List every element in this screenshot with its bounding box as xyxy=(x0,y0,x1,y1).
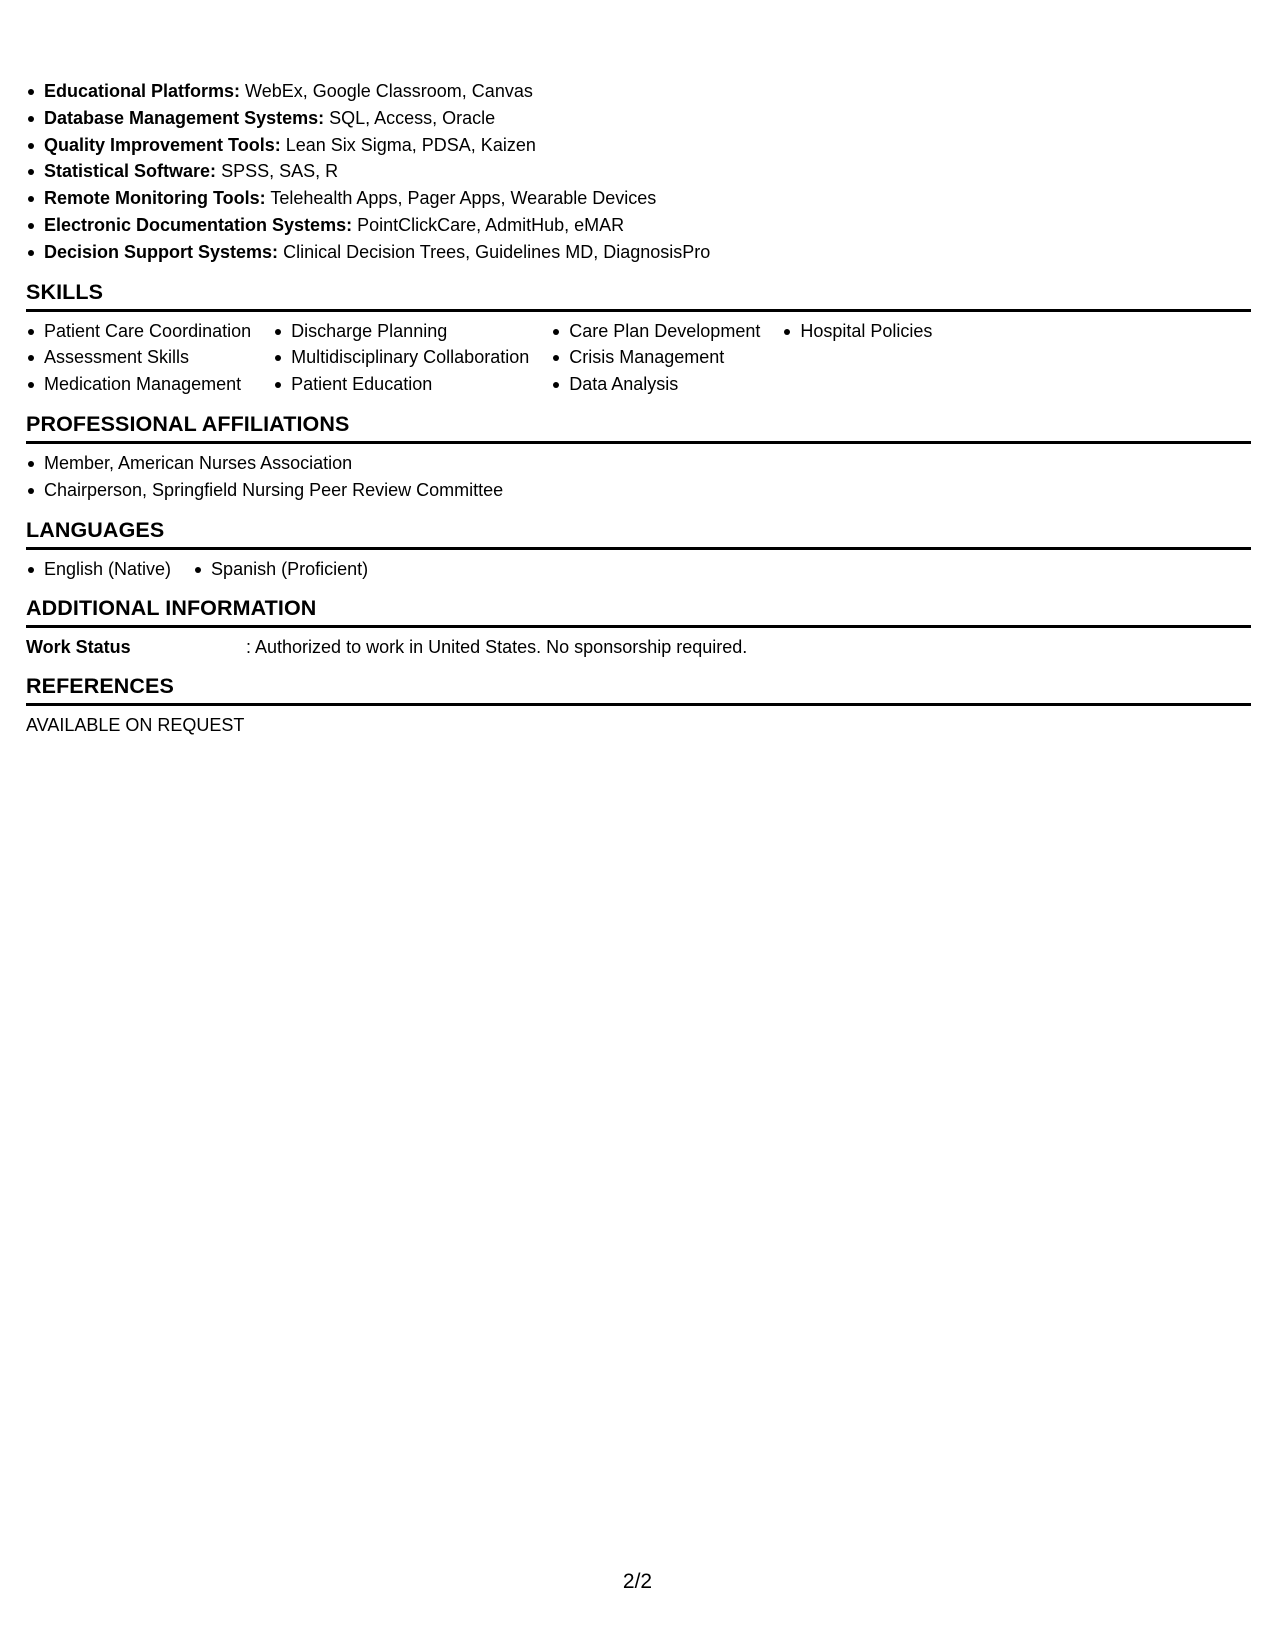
section-heading: PROFESSIONAL AFFILIATIONS xyxy=(26,411,1251,444)
section-heading: ADDITIONAL INFORMATION xyxy=(26,595,1251,628)
skill-item: Patient Care Coordination xyxy=(26,318,251,345)
affiliation-item: Chairperson, Springfield Nursing Peer Review Committee xyxy=(26,477,1251,504)
references-section xyxy=(26,673,1251,738)
skills-column xyxy=(782,318,932,398)
tool-category-value: Lean Six Sigma, PDSA, Kaizen xyxy=(285,134,536,155)
affiliations-list xyxy=(26,450,1251,504)
tool-category-label: Statistical Software: xyxy=(44,161,217,182)
list-item xyxy=(26,239,1251,266)
page-number: 2/2 xyxy=(622,1570,653,1593)
list-item xyxy=(26,212,1251,239)
tool-category-label: Decision Support Systems: xyxy=(44,241,279,262)
tool-category-value: SPSS, SAS, R xyxy=(221,161,339,182)
skills-column xyxy=(26,318,251,398)
skill-item: Multidisciplinary Collaboration xyxy=(273,344,529,371)
skills-column xyxy=(551,318,760,398)
skill-item: Patient Education xyxy=(273,371,529,398)
tool-category-value: Clinical Decision Trees, Guidelines MD, DiagnosisPro xyxy=(283,241,711,262)
language-item: Spanish (Proficient) xyxy=(193,556,368,583)
tools-list xyxy=(26,78,1251,266)
resume-page xyxy=(26,78,1251,738)
references-text: AVAILABLE ON REQUEST xyxy=(26,715,245,736)
work-status-value: : Authorized to work in United States. No sponsorship required. xyxy=(246,637,748,658)
tool-category-label: Educational Platforms: xyxy=(44,81,241,101)
additional-info-section xyxy=(26,595,1251,660)
work-status-row xyxy=(26,634,1251,660)
tool-category-label: Database Management Systems: xyxy=(44,107,325,128)
skills-columns xyxy=(26,318,1251,398)
tool-category-value: SQL, Access, Oracle xyxy=(329,107,496,128)
tool-category-label: Electronic Documentation Systems: xyxy=(44,214,353,235)
section-heading: SKILLS xyxy=(26,279,1251,312)
work-status-label: Work Status xyxy=(26,637,131,658)
section-heading: REFERENCES xyxy=(26,673,1251,706)
section-heading: LANGUAGES xyxy=(26,517,1251,550)
affiliations-section xyxy=(26,411,1251,504)
skills-column xyxy=(273,318,529,398)
tool-category-value: PointClickCare, AdmitHub, eMAR xyxy=(357,214,625,235)
tool-category-value: Telehealth Apps, Pager Apps, Wearable Devices xyxy=(270,188,657,209)
skill-item: Crisis Management xyxy=(551,344,760,371)
affiliation-item: Member, American Nurses Association xyxy=(26,450,1251,477)
tool-category-label: Remote Monitoring Tools: xyxy=(44,188,266,209)
languages-list xyxy=(26,556,1251,583)
skill-item: Care Plan Development xyxy=(551,318,760,345)
skill-item: Discharge Planning xyxy=(273,318,529,345)
tool-category-value: WebEx, Google Classroom, Canvas xyxy=(245,81,533,101)
list-item xyxy=(26,185,1251,212)
skill-item: Medication Management xyxy=(26,371,251,398)
skill-item: Assessment Skills xyxy=(26,344,251,371)
list-item xyxy=(26,158,1251,185)
list-item xyxy=(26,105,1251,132)
skill-item: Hospital Policies xyxy=(782,318,932,345)
list-item xyxy=(26,132,1251,159)
skill-item: Data Analysis xyxy=(551,371,760,398)
tool-category-label: Quality Improvement Tools: xyxy=(44,134,281,155)
skills-section xyxy=(26,279,1251,398)
language-item: English (Native) xyxy=(26,556,171,583)
languages-section xyxy=(26,517,1251,583)
list-item xyxy=(26,78,1251,105)
